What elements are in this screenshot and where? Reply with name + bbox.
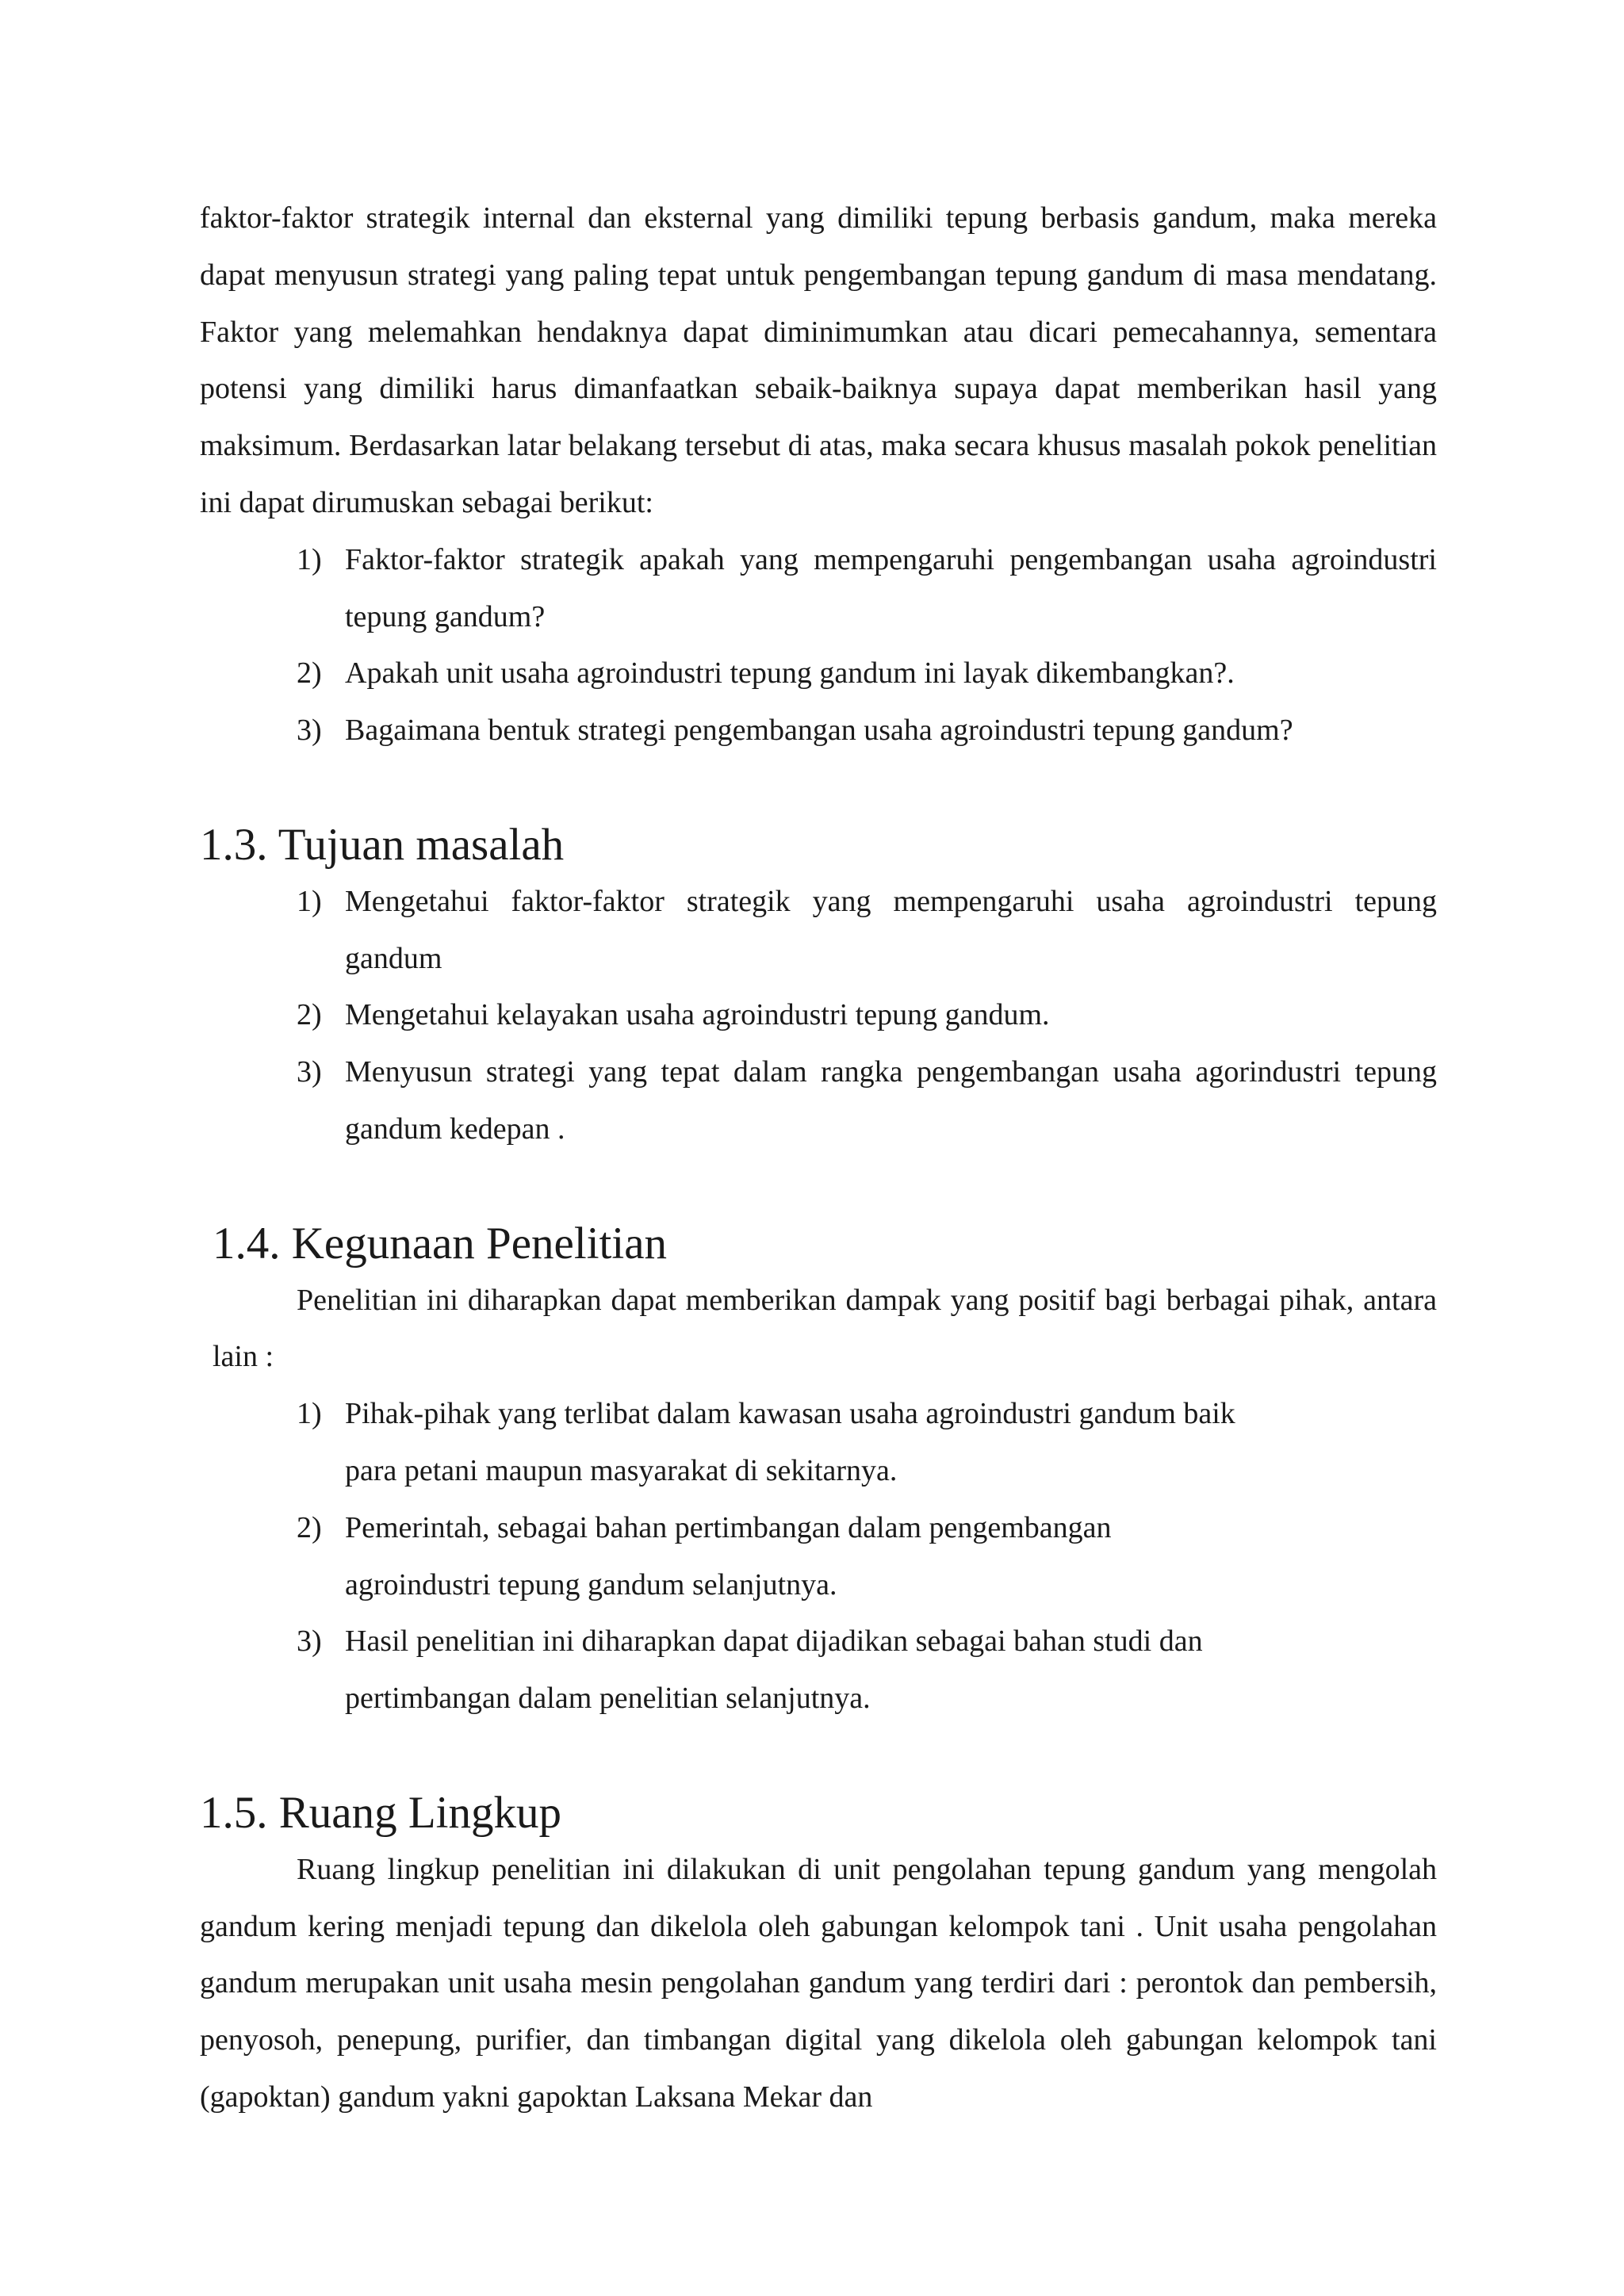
list-item [200,1386,1437,1500]
list-item [200,1044,1437,1158]
list-item-text: Faktor-faktor strategik apakah yang mempengaruhi pengembangan usaha agroindustri tepung gandum? [345,542,1437,633]
section-paragraph: Ruang lingkup penelitian ini dilakukan di unit pengolahan tepung gandum yang mengolah gandum kering menjadi tepung dan dikelola oleh gabungan kelompok tani . Unit usaha pengolahan gandum merupakan unit usaha mesin pengolahan gandum yang terdiri dari : perontok dan pembersih, penyosoh, penepung, purifier, dan timbangan digital yang dikelola oleh gabungan kelompok tani (gapoktan) gandum yakni gapoktan Laksana Mekar dan [200,1852,1437,2114]
section-heading-tujuan: 1.3. Tujuan masalah [200,819,565,870]
list-item [200,702,1437,760]
intro-paragraph: faktor-faktor strategik internal dan eksternal yang dimiliki tepung berbasis gandum, maka mereka dapat menyusun strategi yang paling tepat untuk pengembangan tepung gandum di masa mendatang. Faktor yang melemahkan hendaknya dapat diminimumkan atau dicari pemecahannya, sementara potensi yang dimiliki harus dimanfaatkan sebaik-baiknya supaya dapat memberikan hasil yang maksimum. Berdasarkan latar belakang tersebut di atas, maka secara khusus masalah pokok penelitian ini dapat dirumuskan sebagai berikut: [200,201,1437,519]
list-item [200,645,1437,702]
list-item-text: Hasil penelitian ini diharapkan dapat dijadikan sebagai bahan studi dan [345,1624,1203,1659]
section-spacer [200,760,1437,817]
list-number: 1) [297,884,322,918]
list-item [200,1613,1437,1728]
list-number: 2) [297,656,322,691]
list-item [200,1500,1437,1614]
list-item-text: para petani maupun masyarakat di sekitarnya. [345,1453,898,1487]
list-item-text: Mengetahui faktor-faktor strategik yang mempengaruhi usaha agroindustri tepung gandum [345,884,1437,975]
list-item [200,532,1437,646]
document-page [200,190,1437,2126]
list-item-text: Pemerintah, sebagai bahan pertimbangan dalam pengembangan [345,1510,1112,1544]
list-item-text: agroindustri tepung gandum selanjutnya. [345,1567,837,1601]
list-item-text: Pihak-pihak yang terlibat dalam kawasan usaha agroindustri gandum baik [345,1397,1235,1431]
list-item-text: Bagaimana bentuk strategi pengembangan usaha agroindustri tepung gandum? [345,714,1293,748]
section-spacer [200,1158,1437,1215]
section-spacer [200,1728,1437,1785]
list-number: 2) [297,1510,322,1544]
list-item-text: Mengetahui kelayakan usaha agroindustri tepung gandum. [345,998,1050,1032]
section-paragraph: Penelitian ini diharapkan dapat memberikan dampak yang positif bagi berbagai pihak, antara lain : [213,1283,1437,1374]
list-item-text: Apakah unit usaha agroindustri tepung gandum ini layak dikembangkan?. [345,656,1235,691]
benefits-list [200,1386,1437,1728]
list-number: 1) [297,1397,322,1431]
list-number: 3) [297,1055,322,1089]
objectives-list [200,874,1437,1158]
section-heading-ruang-lingkup: 1.5. Ruang Lingkup [200,1787,561,1838]
list-item [200,874,1437,988]
research-question-list [200,532,1437,760]
list-number: 1) [297,542,322,576]
list-number: 3) [297,1624,322,1659]
list-number: 3) [297,714,322,748]
list-number: 2) [297,998,322,1032]
section-heading-kegunaan: 1.4. Kegunaan Penelitian [213,1218,668,1269]
list-item [200,987,1437,1044]
list-item-text: Menyusun strategi yang tepat dalam rangka pengembangan usaha agorindustri tepung gandum kedepan . [345,1055,1437,1146]
list-item-text: pertimbangan dalam penelitian selanjutnya. [345,1682,871,1716]
section-kegunaan [200,1215,1437,1386]
